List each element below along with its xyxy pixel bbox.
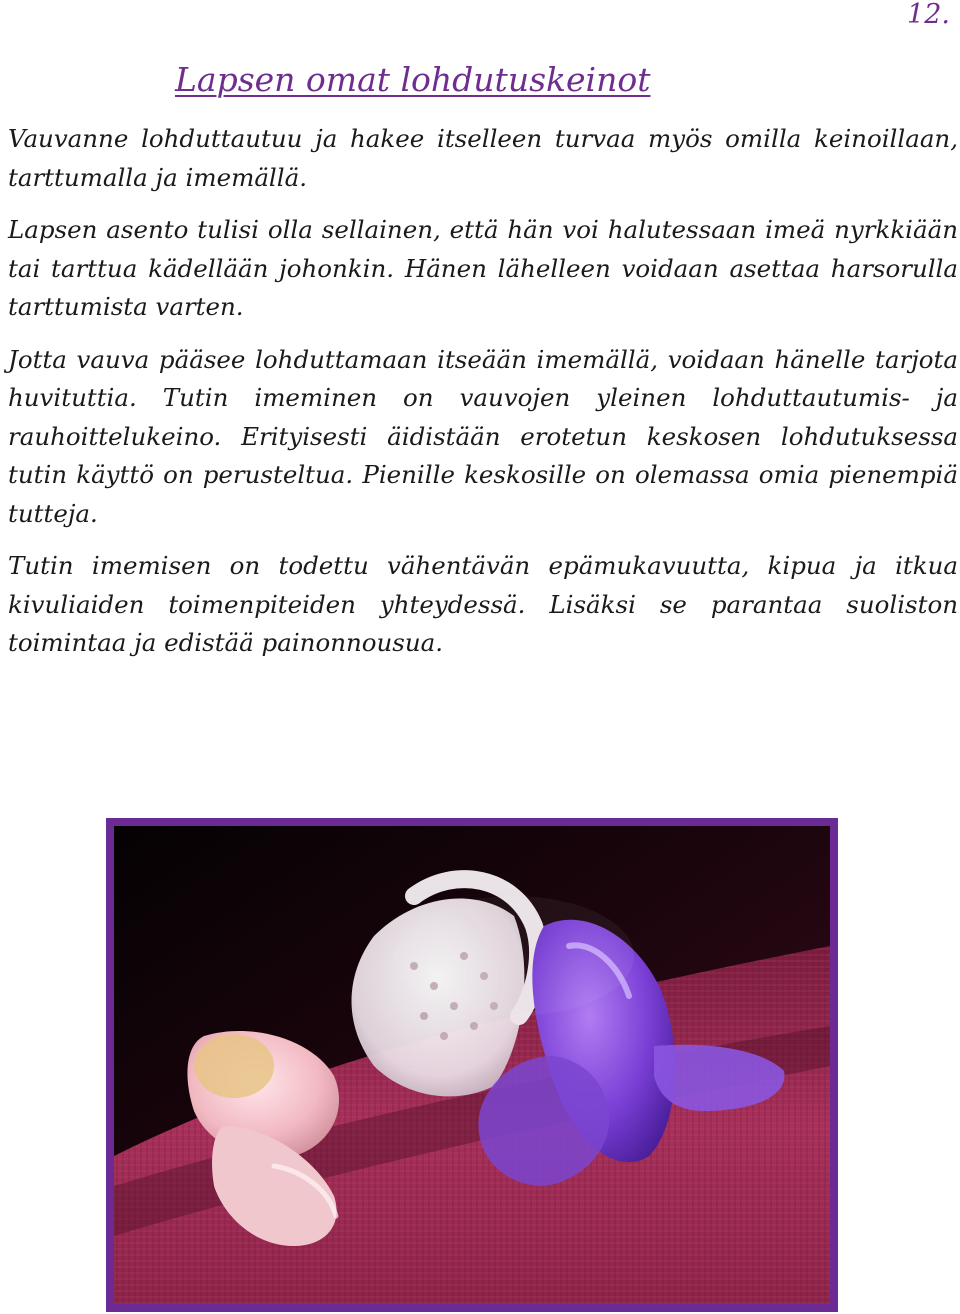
paragraph: Jotta vauva pääsee lohduttamaan itseään imemällä, voidaan hänelle tarjota huvituttia. Tutin imeminen on vauvojen yleinen lohduttautumis- ja rauhoittelukeino. Erityisesti äidistään erotetun keskosen lohdutuksessa tutin käyttö on perusteltua. Pienille keskosille on olemassa omia pienempiä tutteja. bbox=[8, 344, 958, 528]
paragraph: Lapsen asento tulisi olla sellainen, että hän voi halutessaan imeä nyrkkiään tai tarttua kädellään johonkin. Hänen lähelleen voidaan asettaa harsorulla tarttumista varten. bbox=[8, 215, 958, 321]
page-heading: Lapsen omat lohdutuskeinot bbox=[175, 60, 651, 99]
page-number: 12. bbox=[907, 0, 950, 30]
body-text bbox=[8, 120, 958, 677]
pacifier-photo bbox=[114, 826, 830, 1304]
paragraph: Vauvanne lohduttautuu ja hakee itselleen turvaa myös omilla keinoillaan, tarttumalla ja imemällä. bbox=[8, 124, 958, 192]
pacifier-photo-frame bbox=[106, 818, 838, 1312]
paragraph: Tutin imemisen on todettu vähentävän epämukavuutta, kipua ja itkua kivuliaiden toimenpiteiden yhteydessä. Lisäksi se parantaa suoliston toimintaa ja edistää painonnousua. bbox=[8, 551, 958, 657]
